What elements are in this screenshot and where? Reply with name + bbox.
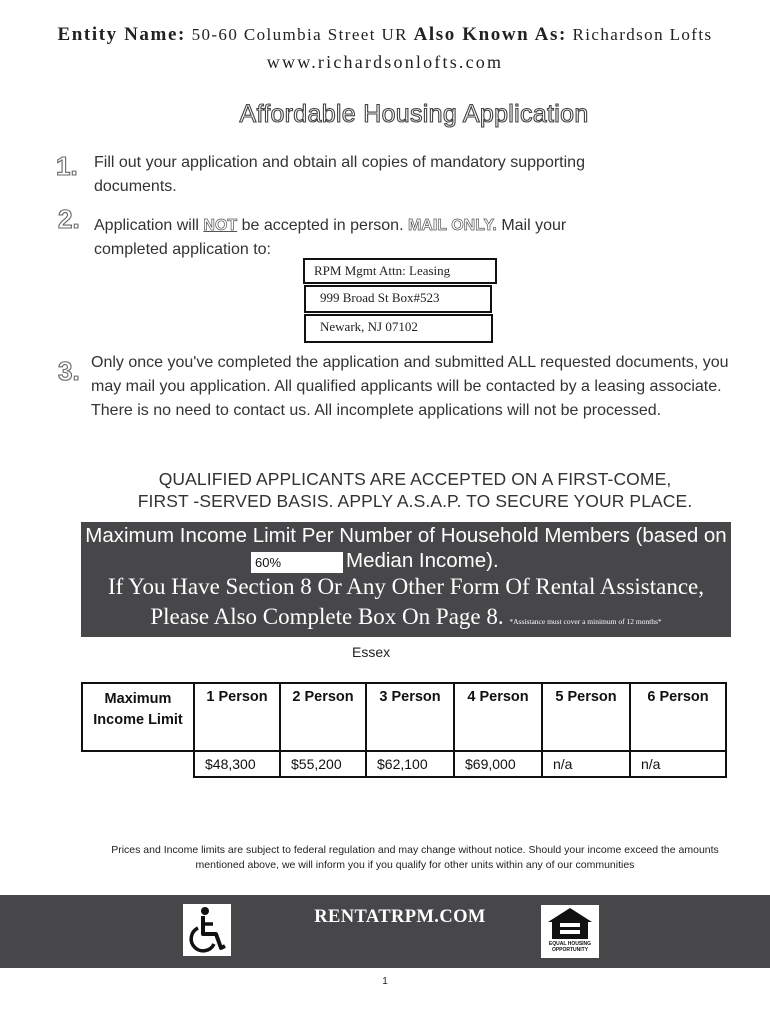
step-2-text <box>94 214 614 262</box>
property-website: www.richardsonlofts.com <box>266 52 504 72</box>
median-percent-field[interactable]: 60% <box>251 552 343 573</box>
step-2-number: 2. <box>58 204 80 234</box>
banner-line-3: If You Have Section 8 Or Any Other Form Of Rental Assistance, <box>107 574 704 599</box>
table-column-header: 5 Person <box>542 683 630 751</box>
entity-name-label: Entity Name: <box>57 24 186 45</box>
entity-name-value: 50-60 Columbia Street UR <box>191 25 408 44</box>
table-cell[interactable]: $62,100 <box>366 751 454 777</box>
step-2-text-b: be accepted in person. <box>241 217 404 234</box>
eho-logo-text: EQUAL HOUSING OPPORTUNITY <box>548 941 592 953</box>
banner-line-4 <box>81 604 731 630</box>
table-cell[interactable]: $48,300 <box>194 751 280 777</box>
step-3-number: 3. <box>58 356 80 386</box>
table-column-header: 1 Person <box>194 683 280 751</box>
banner-footnote: *Assistance must cover a minimum of 12 months* <box>509 617 662 626</box>
step-2-mail-only: MAIL ONLY. <box>407 217 497 234</box>
table-row <box>82 751 726 777</box>
aka-value: Richardson Lofts <box>572 25 713 44</box>
first-come-notice <box>120 468 710 512</box>
banner-line-1: Maximum Income Limit Per Number of Household Members (based on <box>85 524 727 547</box>
page-title: Affordable Housing Application <box>239 100 589 128</box>
notice-line-2: FIRST -SERVED BASIS. APPLY A.S.A.P. TO SECURE YOUR PLACE. <box>137 491 693 511</box>
equal-housing-icon <box>541 905 599 958</box>
entity-header <box>0 24 770 46</box>
table-cell[interactable]: $55,200 <box>280 751 366 777</box>
banner-line-4-text: Please Also Complete Box On Page 8. <box>150 604 504 629</box>
income-limit-banner <box>81 522 731 637</box>
table-column-header: 4 Person <box>454 683 542 751</box>
aka-label: Also Known As: <box>413 24 567 45</box>
table-header-row <box>82 683 726 751</box>
step-2-text-a: Application will <box>94 217 199 234</box>
page-number: 1 <box>382 976 388 987</box>
footer-bar <box>0 895 770 968</box>
address-line-2: 999 Broad St Box#523 <box>304 285 492 313</box>
address-line-1: RPM Mgmt Attn: Leasing <box>303 258 497 284</box>
step-1-number: 1. <box>56 151 78 181</box>
step-2-text-c: Mail your completed application to: <box>94 217 567 258</box>
table-cell[interactable]: n/a <box>630 751 726 777</box>
table-header-label: Maximum Income Limit <box>82 683 194 751</box>
step-2-not: NOT <box>203 217 238 234</box>
step-3-text: Only once you've completed the application and submitted ALL requested documents, you may mail you application. All qualified applicants will be contacted by a leasing associate. There is no need to contact us. All incomplete applications will not be processed. <box>91 354 729 419</box>
table-column-header: 6 Person <box>630 683 726 751</box>
table-column-header: 2 Person <box>280 683 366 751</box>
banner-line-2: Median Income). <box>346 549 499 572</box>
table-cell[interactable]: n/a <box>542 751 630 777</box>
address-line-3: Newark, NJ 07102 <box>304 314 493 343</box>
table-blank-cell <box>82 751 194 777</box>
table-column-header: 3 Person <box>366 683 454 751</box>
footer-website: RENTATRPM.COM <box>314 907 486 927</box>
disclaimer: Prices and Income limits are subject to federal regulation and may change without notice. Should your income exceed the amounts mentioned above, we will inform you if you qualify for other units within any of our communities <box>111 844 719 871</box>
notice-line-1: QUALIFIED APPLICANTS ARE ACCEPTED ON A FIRST-COME, <box>158 469 672 489</box>
table-cell[interactable]: $69,000 <box>454 751 542 777</box>
step-1-text: Fill out your application and obtain all copies of mandatory supporting documents. <box>94 154 585 195</box>
county-label: Essex <box>352 644 391 660</box>
income-limit-table <box>81 682 727 778</box>
